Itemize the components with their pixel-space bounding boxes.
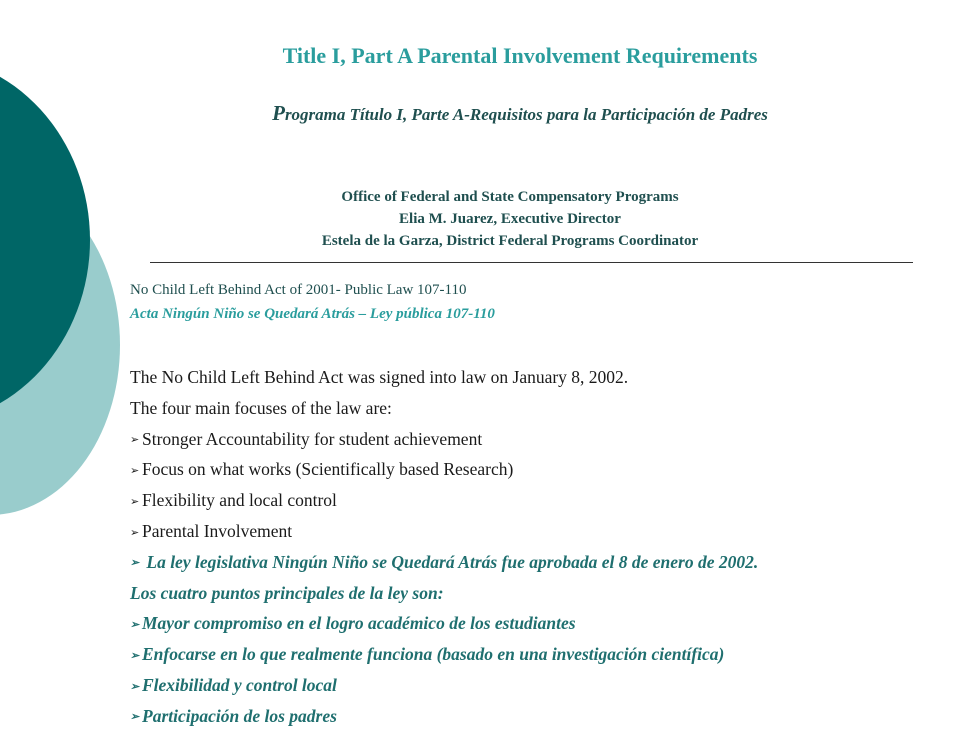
list-item: ➢ Flexibilidad y control local bbox=[130, 670, 930, 701]
divider bbox=[150, 262, 913, 263]
list-item: ➢ Parental Involvement bbox=[130, 516, 930, 547]
director-line: Elia M. Juarez, Executive Director bbox=[399, 211, 621, 227]
subtitle-text: rograma Título I, Parte A-Requisitos para la Participación de Padres bbox=[284, 105, 768, 124]
arrow-bullet-icon: ➢ bbox=[130, 464, 140, 477]
list-item: ➢ Enfocarse en lo que realmente funciona (basado en una investigación científica) bbox=[130, 639, 930, 670]
spanish-intro: ➢ La ley legislativa Ningún Niño se Quedará Atrás fue aprobada el 8 de enero de 2002. bbox=[130, 547, 930, 578]
arrow-bullet-icon: ➢ bbox=[130, 495, 140, 508]
office-name: Office of Federal and State Compensatory Programs bbox=[341, 189, 679, 205]
list-item: ➢ Focus on what works (Scientifically based Research) bbox=[130, 454, 930, 485]
spanish-lead: Los cuatro puntos principales de la ley son: bbox=[130, 582, 444, 603]
list-item: ➢ Flexibility and local control bbox=[130, 485, 930, 516]
page-title: Title I, Part A Parental Involvement Requirements bbox=[282, 43, 758, 68]
page-subtitle bbox=[120, 101, 920, 126]
arrow-bullet-icon: ➢ bbox=[130, 711, 140, 724]
nclb-law-english: No Child Left Behind Act of 2001- Public Law 107-110 bbox=[130, 282, 467, 298]
english-lead: The four main focuses of the law are: bbox=[130, 397, 392, 418]
list-item: ➢ Stronger Accountability for student achievement bbox=[130, 424, 930, 455]
coordinator-line: Estela de la Garza, District Federal Programs Coordinator bbox=[321, 233, 699, 249]
content-list bbox=[130, 362, 930, 732]
list-item: ➢ Mayor compromiso en el logro académico de los estudiantes bbox=[130, 608, 930, 639]
english-intro: The No Child Left Behind Act was signed into law on January 8, 2002. bbox=[130, 367, 629, 387]
arrow-bullet-icon: ➢ bbox=[130, 526, 140, 539]
arrow-bullet-icon: ➢ bbox=[130, 649, 140, 662]
subtitle-initial: P bbox=[272, 101, 285, 125]
arrow-bullet-icon: ➢ bbox=[130, 618, 140, 631]
arrow-bullet-icon: ➢ bbox=[130, 680, 140, 693]
list-item: ➢ Participación de los padres bbox=[130, 701, 930, 732]
arrow-bullet-icon: ➢ bbox=[130, 434, 140, 447]
arrow-bullet-icon: ➢ bbox=[130, 557, 140, 570]
office-block bbox=[110, 186, 910, 252]
nclb-law-spanish: Acta Ningún Niño se Quedará Atrás – Ley pública 107-110 bbox=[130, 306, 495, 322]
